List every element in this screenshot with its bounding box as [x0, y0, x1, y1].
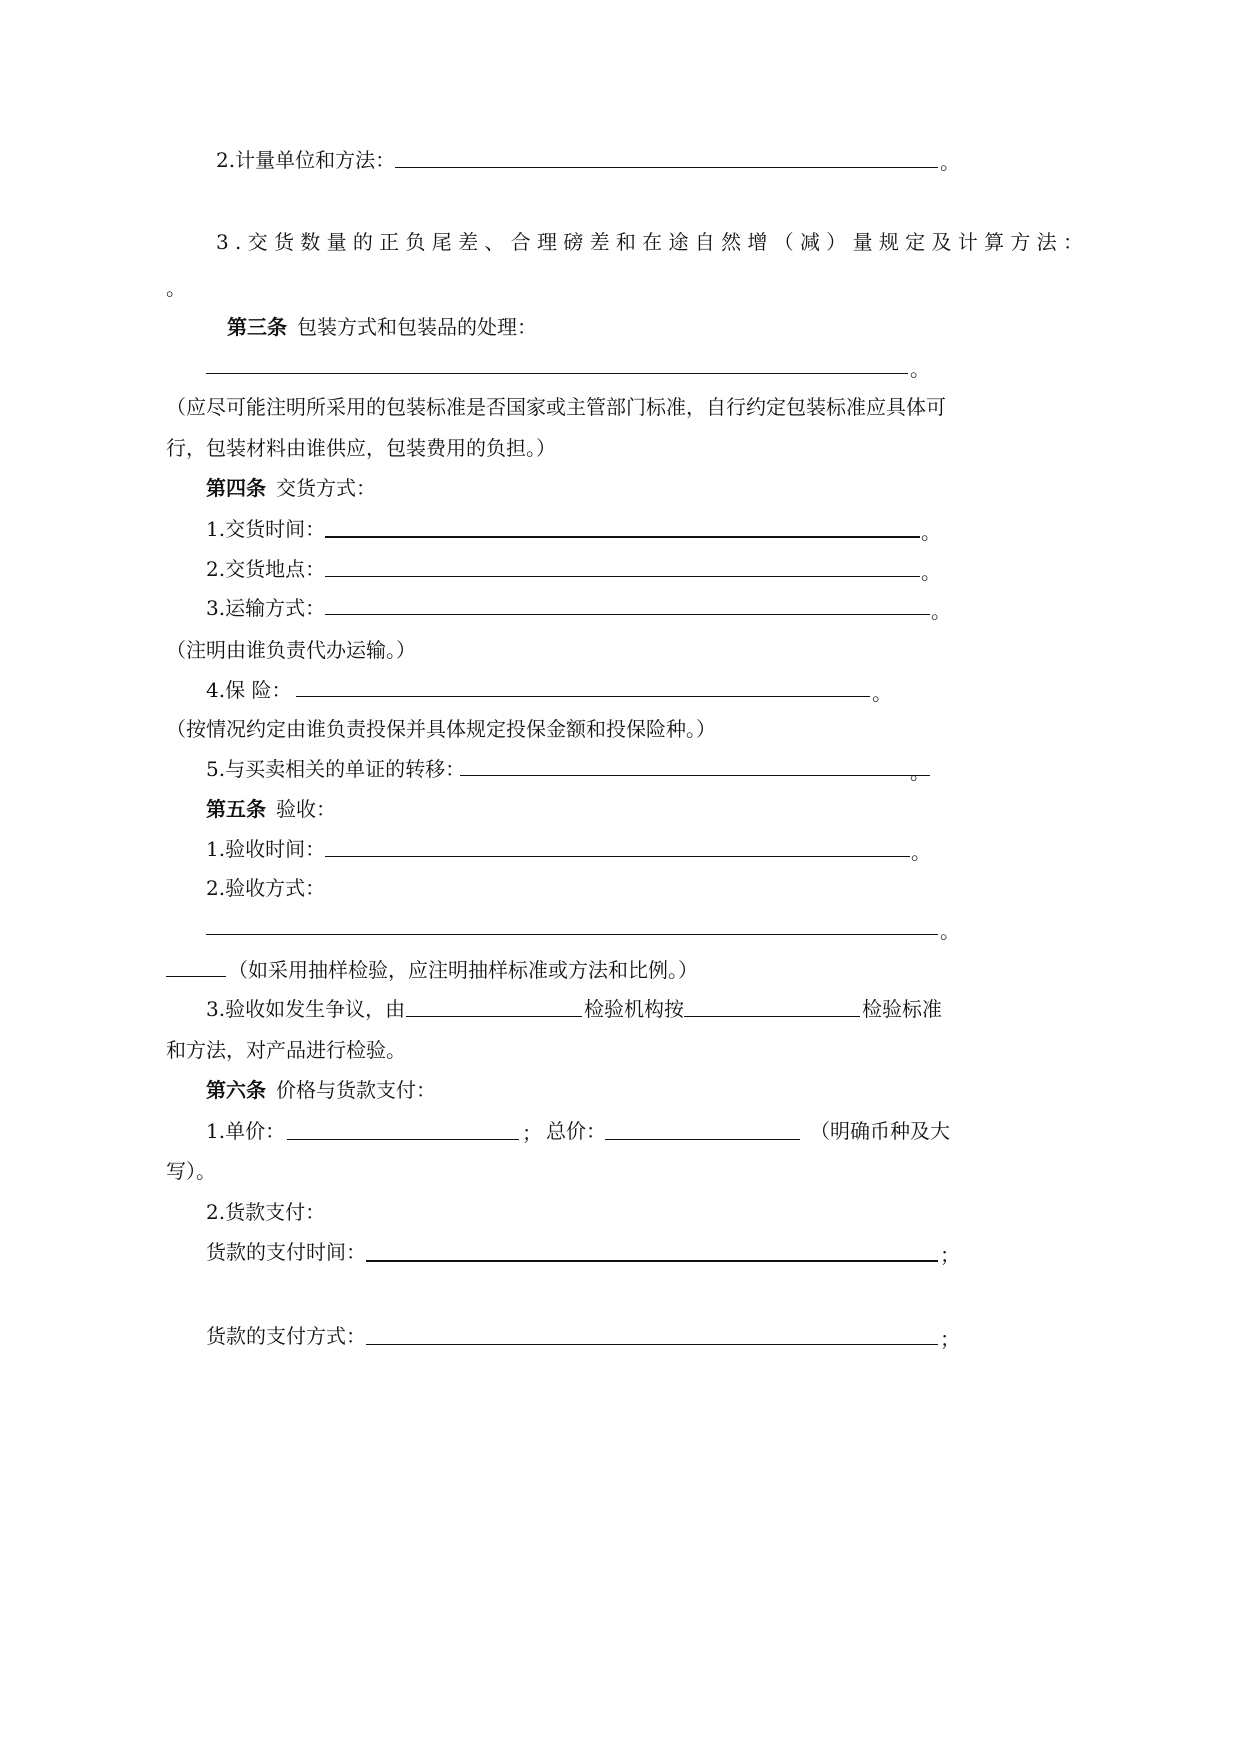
- semicolon: ；: [940, 1327, 960, 1351]
- article-4-title: 第四条: [206, 476, 266, 500]
- documents-transfer-label: 5.与买卖相关的单证的转移：: [206, 757, 466, 781]
- article-3-title: 第三条: [227, 315, 287, 339]
- dispute-label-c: 检验标准: [862, 997, 942, 1021]
- insurance-field[interactable]: [296, 696, 870, 697]
- article-4-text: 交货方式：: [276, 476, 376, 500]
- dispute-label-b: 检验机构按: [584, 997, 684, 1021]
- delivery-time-field[interactable]: [325, 536, 920, 538]
- payment-method-label: 货款的支付方式：: [206, 1324, 366, 1348]
- total-price-label: 总价：: [546, 1119, 606, 1143]
- payment-method-field[interactable]: [366, 1344, 938, 1345]
- inspection-time-label: 1.验收时间：: [206, 837, 326, 861]
- period: 。: [910, 357, 930, 381]
- inspection-standard-field[interactable]: [684, 1016, 860, 1017]
- payment-label: 2.货款支付：: [206, 1200, 326, 1224]
- article-6-title: 第六条: [206, 1078, 266, 1102]
- inspection-method-label: 2.验收方式：: [206, 876, 326, 900]
- period: 。: [940, 150, 960, 174]
- semicolon: ；: [940, 1243, 960, 1267]
- payment-time-field[interactable]: [366, 1260, 938, 1262]
- packaging-field[interactable]: [206, 373, 908, 374]
- total-price-field[interactable]: [605, 1139, 800, 1140]
- semicolon: ；: [522, 1121, 542, 1145]
- period: 。: [940, 919, 960, 943]
- payment-time-label: 货款的支付时间：: [206, 1240, 366, 1264]
- article-6-text: 价格与货款支付：: [276, 1078, 436, 1102]
- period: 。: [872, 681, 892, 705]
- unit-price-field[interactable]: [287, 1139, 519, 1140]
- price-note-cont: 写）。: [166, 1159, 216, 1183]
- delivery-place-label: 2.交货地点：: [206, 557, 326, 581]
- insurance-note: （按情况约定由谁负责投保并具体规定投保金额和投保险种。）: [166, 717, 716, 741]
- transport-method-label: 3.运输方式：: [206, 596, 326, 620]
- article-5-text: 验收：: [276, 797, 336, 821]
- period: 。: [911, 840, 931, 864]
- delivery-place-field[interactable]: [325, 576, 920, 577]
- article-3-note-line-2: 行，包装材料由谁供应，包装费用的负担。）: [166, 436, 556, 460]
- inspection-method-field[interactable]: [206, 934, 938, 935]
- period: 。: [931, 599, 951, 623]
- price-note: （明确币种及大: [810, 1119, 950, 1143]
- dispute-label-a: 3.验收如发生争议，由: [206, 997, 406, 1021]
- dispute-label-d: 和方法，对产品进行检验。: [166, 1038, 406, 1062]
- article-5-title: 第五条: [206, 797, 266, 821]
- quantity-tolerance-label: 3.交货数量的正负尾差、合理磅差和在途自然增（减）量规定及计算方法：: [216, 230, 1090, 254]
- unit-price-label: 1.单价：: [206, 1119, 286, 1143]
- article-3-text: 包装方式和包装品的处理：: [297, 315, 537, 339]
- transport-note: （注明由谁负责代办运输。）: [166, 638, 416, 662]
- measure-unit-label: 2.计量单位和方法：: [216, 148, 396, 172]
- inspection-agency-field[interactable]: [406, 1016, 582, 1017]
- inspection-time-field[interactable]: [325, 856, 910, 857]
- measure-unit-field[interactable]: [395, 167, 938, 168]
- period: 。: [910, 760, 930, 784]
- sampling-field[interactable]: [166, 976, 226, 977]
- sampling-note: （如采用抽样检验，应注明抽样标准或方法和比例。）: [228, 958, 698, 982]
- period: 。: [166, 276, 186, 300]
- transport-method-field[interactable]: [325, 614, 930, 615]
- insurance-label: 4.保 险：: [206, 678, 292, 702]
- article-3-note-line-1: （应尽可能注明所采用的包装标准是否国家或主管部门标准，自行约定包装标准应具体可: [166, 395, 946, 419]
- period: 。: [921, 560, 941, 584]
- delivery-time-label: 1.交货时间：: [206, 517, 326, 541]
- documents-transfer-field[interactable]: [460, 775, 930, 776]
- period: 。: [921, 520, 941, 544]
